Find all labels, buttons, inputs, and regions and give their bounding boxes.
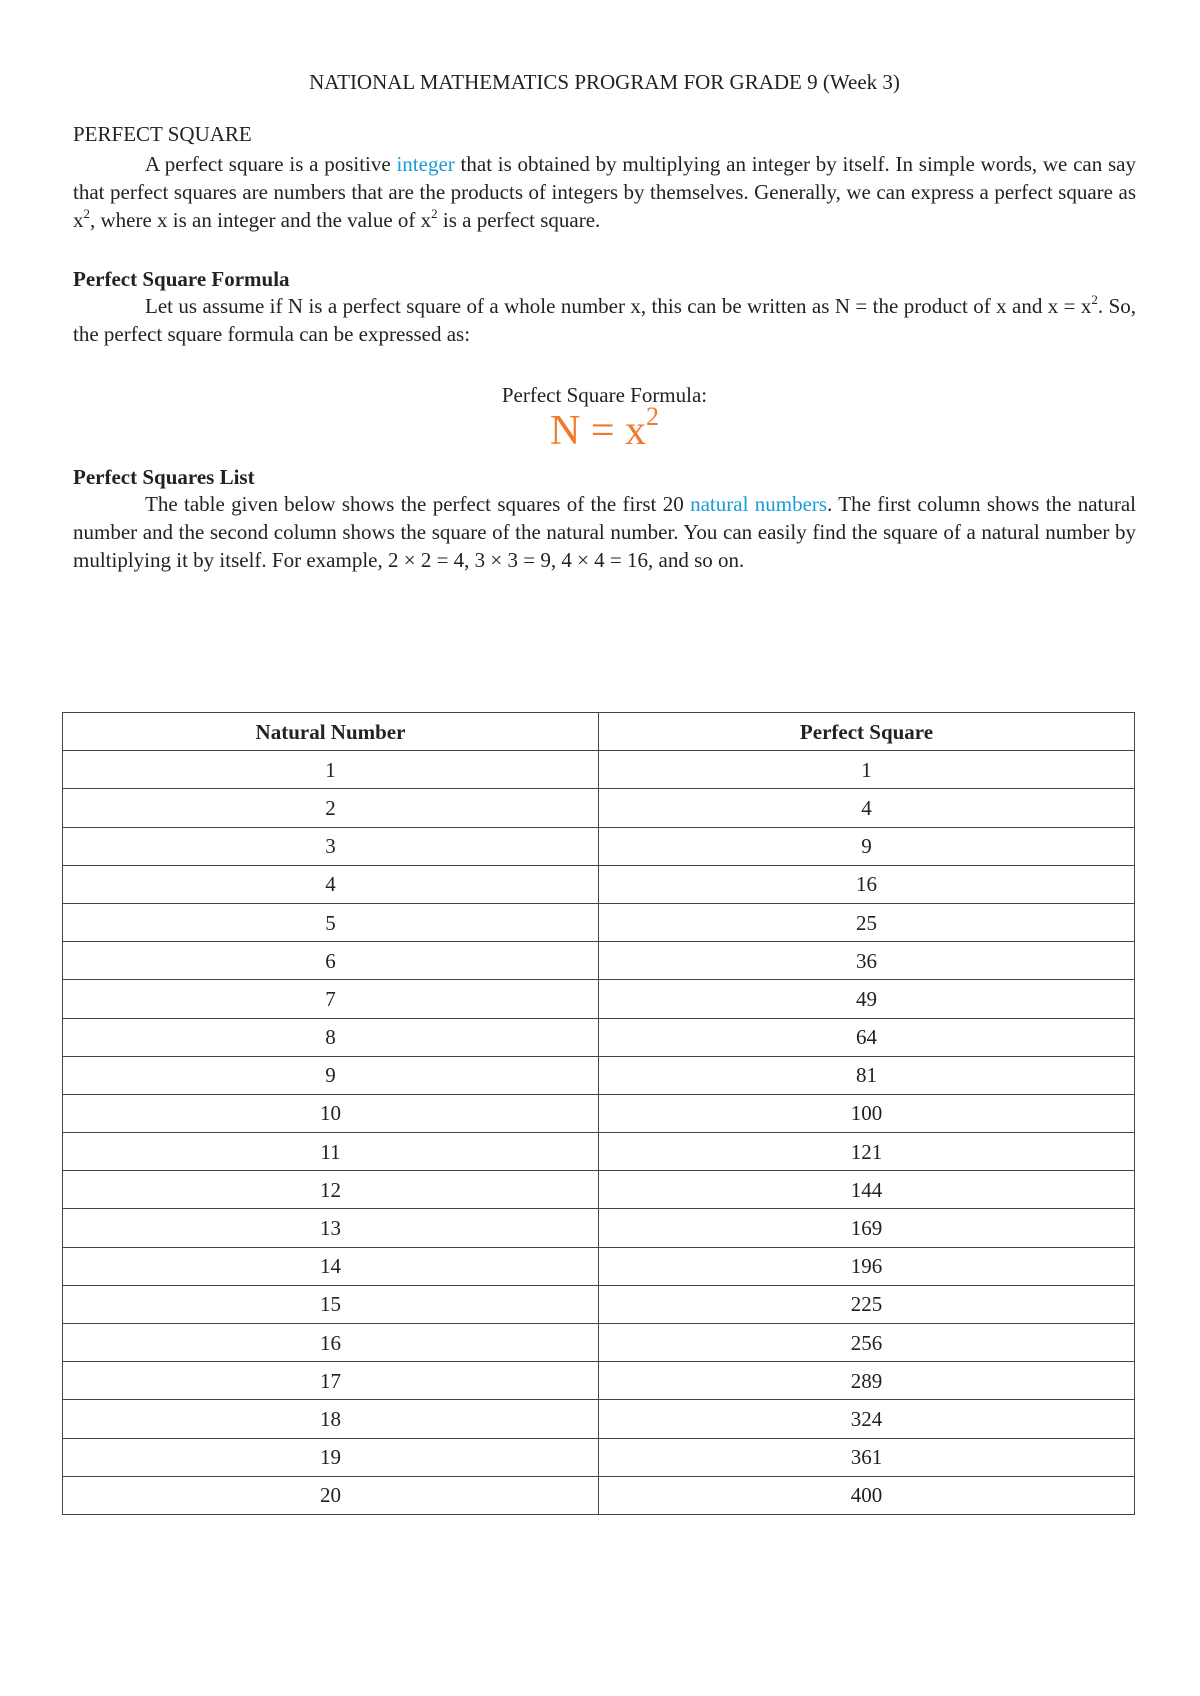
table-row xyxy=(63,1209,1135,1247)
list-text-2: . The first column shows the natural number and the second column shows the square of the natural number. You can easily find the square of a natural number by multiplying it by itself. For example, 2 × 2 = 4, 3 × 3 = 9, 4 × 4 = 16, and so on. xyxy=(73,492,1137,572)
perfect-square-cell: 169 xyxy=(599,1209,1135,1247)
formula-base: N = x xyxy=(549,408,647,454)
perfect-square-cell: 1 xyxy=(599,751,1135,789)
natural-number-cell: 16 xyxy=(63,1324,599,1362)
natural-number-cell: 9 xyxy=(63,1056,599,1094)
formula-heading: Perfect Square Formula xyxy=(73,267,290,291)
perfect-square-cell: 196 xyxy=(599,1247,1135,1285)
natural-number-cell: 11 xyxy=(63,1133,599,1171)
table-row xyxy=(63,865,1135,903)
natural-number-cell: 20 xyxy=(63,1476,599,1514)
natural-number-cell: 2 xyxy=(63,789,599,827)
table-row xyxy=(63,942,1135,980)
perfect-square-cell: 49 xyxy=(599,980,1135,1018)
formula-label: Perfect Square Formula: xyxy=(501,383,708,407)
table-row xyxy=(63,1362,1135,1400)
intro-exponent-1: 2 xyxy=(83,206,90,221)
natural-numbers-link[interactable]: natural numbers xyxy=(690,492,828,516)
perfect-square-cell: 324 xyxy=(599,1400,1135,1438)
intro-exponent-2: 2 xyxy=(431,206,438,221)
natural-number-cell: 12 xyxy=(63,1171,599,1209)
section-title: PERFECT SQUARE xyxy=(73,122,252,146)
formula-paragraph xyxy=(73,292,1136,348)
perfect-square-cell: 289 xyxy=(599,1362,1135,1400)
formula-exponent: 2 xyxy=(646,402,660,431)
table-row xyxy=(63,1285,1135,1323)
list-heading: Perfect Squares List xyxy=(73,465,255,489)
perfect-square-cell: 9 xyxy=(599,827,1135,865)
table-row xyxy=(63,1056,1135,1094)
natural-number-cell: 15 xyxy=(63,1285,599,1323)
perfect-square-cell: 144 xyxy=(599,1171,1135,1209)
natural-number-cell: 13 xyxy=(63,1209,599,1247)
formula-text-2: . So, the perfect square formula can be expressed as: xyxy=(73,294,1137,346)
list-text-1: The table given below shows the perfect squares of the first 20 xyxy=(145,492,691,516)
natural-number-cell: 1 xyxy=(63,751,599,789)
perfect-squares-table xyxy=(62,712,1135,1515)
perfect-square-cell: 4 xyxy=(599,789,1135,827)
natural-number-cell: 3 xyxy=(63,827,599,865)
perfect-square-cell: 361 xyxy=(599,1438,1135,1476)
natural-number-cell: 19 xyxy=(63,1438,599,1476)
table-row xyxy=(63,1438,1135,1476)
perfect-square-cell: 100 xyxy=(599,1094,1135,1132)
perfect-square-cell: 25 xyxy=(599,903,1135,941)
table-row xyxy=(63,1400,1135,1438)
table-row xyxy=(63,1133,1135,1171)
header-natural-number: Natural Number xyxy=(63,713,599,751)
natural-number-cell: 18 xyxy=(63,1400,599,1438)
intro-text-2: that is obtained by multiplying an integer by itself. In simple words, we can say that perfect squares are numbers that are the products of integers by themselves. Generally, we can express a perfect square as x xyxy=(73,152,1137,232)
perfect-square-cell: 36 xyxy=(599,942,1135,980)
table-body xyxy=(63,751,1135,1515)
document-title: NATIONAL MATHEMATICS PROGRAM FOR GRADE 9 (Week 3) xyxy=(309,70,900,94)
formula-equation xyxy=(73,402,1136,454)
integer-link[interactable]: integer xyxy=(396,152,455,176)
natural-number-cell: 17 xyxy=(63,1362,599,1400)
perfect-square-cell: 64 xyxy=(599,1018,1135,1056)
table-row xyxy=(63,1476,1135,1514)
perfect-square-cell: 16 xyxy=(599,865,1135,903)
formula-text-exponent: 2 xyxy=(1091,292,1098,307)
intro-text-3: , where x is an integer and the value of x xyxy=(90,208,432,232)
natural-number-cell: 5 xyxy=(63,903,599,941)
table-row xyxy=(63,1171,1135,1209)
formula-text-1: Let us assume if N is a perfect square of a whole number x, this can be written as N = the product of x and x = x xyxy=(145,294,1092,318)
table-row xyxy=(63,1247,1135,1285)
natural-number-cell: 7 xyxy=(63,980,599,1018)
table-row xyxy=(63,1018,1135,1056)
table-row xyxy=(63,903,1135,941)
table-row xyxy=(63,1094,1135,1132)
table-row xyxy=(63,1324,1135,1362)
header-perfect-square: Perfect Square xyxy=(599,713,1135,751)
table-row xyxy=(63,980,1135,1018)
intro-text-4: is a perfect square. xyxy=(437,208,601,232)
table-row xyxy=(63,827,1135,865)
list-paragraph xyxy=(73,490,1136,574)
perfect-square-cell: 400 xyxy=(599,1476,1135,1514)
natural-number-cell: 8 xyxy=(63,1018,599,1056)
natural-number-cell: 4 xyxy=(63,865,599,903)
intro-paragraph xyxy=(73,150,1136,234)
document-page xyxy=(73,70,1137,1508)
table-row xyxy=(63,789,1135,827)
perfect-square-cell: 256 xyxy=(599,1324,1135,1362)
natural-number-cell: 10 xyxy=(63,1094,599,1132)
table-row xyxy=(63,751,1135,789)
natural-number-cell: 6 xyxy=(63,942,599,980)
perfect-square-cell: 225 xyxy=(599,1285,1135,1323)
perfect-square-cell: 81 xyxy=(599,1056,1135,1094)
natural-number-cell: 14 xyxy=(63,1247,599,1285)
table-header-row xyxy=(63,713,1135,751)
intro-text-1: A perfect square is a positive xyxy=(145,152,397,176)
perfect-square-cell: 121 xyxy=(599,1133,1135,1171)
